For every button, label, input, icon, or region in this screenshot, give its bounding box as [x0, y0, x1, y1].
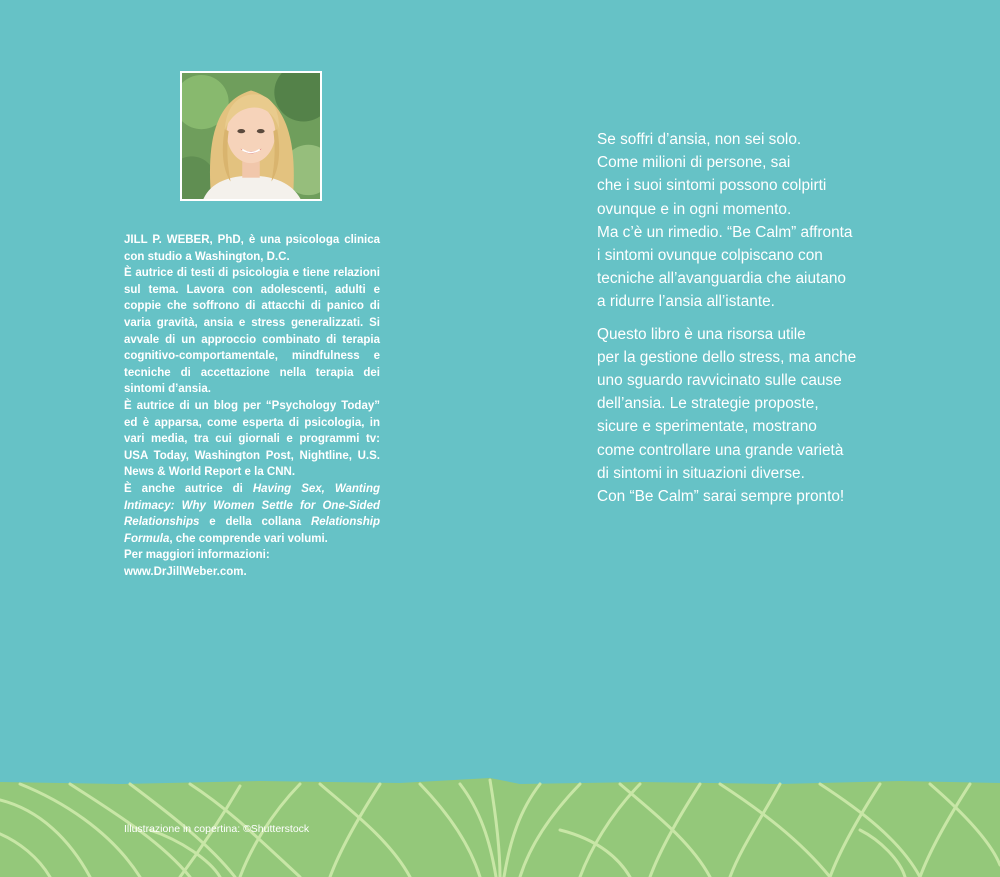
blurb-line: di sintomi in situazioni diverse.	[597, 464, 805, 482]
blurb-line: Questo libro è una risorsa utile	[597, 325, 806, 343]
bio-books-text-a: È anche autrice di	[124, 482, 253, 495]
book-title-having-sex: Having Sex, Wanting Intimacy: Why Women Settle for One-Sided Relationships	[124, 482, 381, 529]
bio-intro-text: , PhD, è una psicologa clinica con studio a Washington, D.C.	[124, 234, 380, 263]
author-website: www.DrJillWeber.com.	[124, 565, 247, 578]
author-photo	[180, 71, 322, 201]
author-name: JILL P. WEBER	[124, 234, 210, 246]
blurb-line: a ridurre l’ansia all’istante.	[597, 293, 775, 311]
bio-books-text-b: e della collana	[199, 516, 311, 529]
blurb-line: come controllare una grande varietà	[597, 441, 844, 459]
book-blurb	[597, 128, 897, 508]
bio-paragraph-intro	[124, 232, 380, 265]
blurb-line: dell’ansia. Le strategie proposte,	[597, 395, 819, 413]
blurb-paragraph-2	[597, 323, 897, 509]
bio-books-text-c: , che comprende vari volumi.	[169, 532, 328, 545]
author-portrait-icon	[182, 73, 320, 199]
blurb-line: Come milioni di persone, sai	[597, 154, 791, 172]
blurb-line: i sintomi ovunque colpiscano con	[597, 247, 823, 265]
series-title-relationship-formula: Relationship Formula	[124, 516, 380, 545]
blurb-line: Ma c’è un rimedio. “Be Calm” affronta	[597, 223, 853, 241]
blurb-line: Con “Be Calm” sarai sempre pronto!	[597, 488, 845, 506]
blurb-line: ovunque e in ogni momento.	[597, 200, 792, 218]
blurb-line: che i suoi sintomi possono colpirti	[597, 177, 827, 195]
bio-paragraph-media: È autrice di un blog per “Psychology Today” ed è apparsa, come esperta di psicologia, in vari media, tra cui giornali e programmi tv: USA Today, Washington Post, Nightline, U.S. News & World Report e la CNN.	[124, 399, 380, 479]
bio-paragraph-books	[124, 481, 380, 547]
bio-paragraph-info: Per maggiori informazioni:	[124, 549, 270, 562]
blurb-line: sicure e sperimentate, mostrano	[597, 418, 817, 436]
blurb-line: Se soffri d’ansia, non sei solo.	[597, 131, 802, 148]
cover-illustration-credit: Illustrazione in copertina: ©Shutterstock	[124, 823, 310, 835]
blurb-line: tecniche all’avanguardia che aiutano	[597, 270, 846, 288]
author-bio	[124, 232, 380, 580]
blurb-line: per la gestione dello stress, ma anche	[597, 348, 857, 366]
blurb-line: uno sguardo ravvicinato sulle cause	[597, 372, 842, 390]
blurb-paragraph-1	[597, 128, 897, 314]
bio-paragraph-practice: È autrice di testi di psicologia e tiene relazioni sul tema. Lavora con adolescenti, adulti e coppie che soffrono di attacchi di panico di varia gravità, ansia e stress generalizzati. Si avvale di un approccio combinato di terapia cognitivo-comportamentale, mindfulness e tecniche di accettazione nella terapia dei sintomi d’ansia.	[124, 267, 380, 396]
